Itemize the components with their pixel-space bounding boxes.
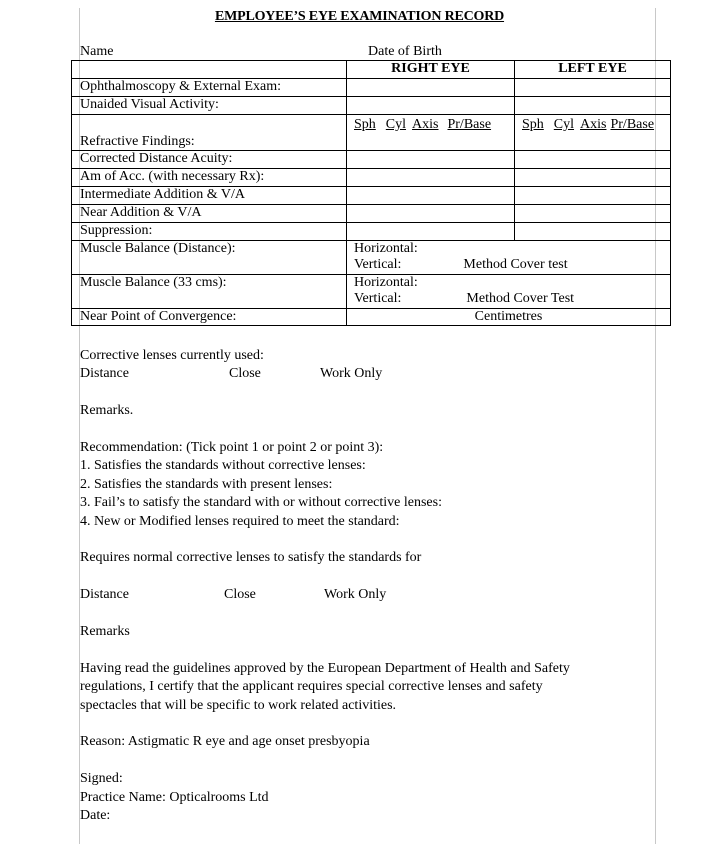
muscle-distance-values [347, 241, 671, 275]
cell-left [515, 97, 671, 115]
row-muscle-33: Muscle Balance (33 cms): [72, 275, 347, 309]
cell-left [515, 169, 671, 187]
row-suppression: Suppression: [72, 223, 347, 241]
cell-left [515, 79, 671, 97]
option-close: Close [229, 366, 261, 381]
cell-right [347, 223, 515, 241]
cell-left [515, 151, 671, 169]
option-close: Close [224, 587, 256, 602]
method-cover-test: Method Cover Test [466, 291, 575, 306]
cell-left [515, 223, 671, 241]
left-eye-header: LEFT EYE [515, 61, 671, 79]
certify-line-3: spectacles that will be specific to work related activities. [80, 698, 397, 713]
sub-axis: Axis [580, 117, 607, 132]
row-near-add: Near Addition & V/A [72, 205, 347, 223]
horizontal-label: Horizontal: [354, 241, 418, 256]
row-near-point: Near Point of Convergence: [72, 309, 347, 326]
date-label: Date: [80, 808, 111, 823]
reason: Reason: Astigmatic R eye and age onset presbyopia [80, 734, 370, 749]
cell-right [347, 79, 515, 97]
remarks-1: Remarks. [80, 403, 134, 418]
remarks-2: Remarks [80, 624, 130, 639]
practice-name: Practice Name: Opticalrooms Ltd [80, 790, 269, 805]
method-cover-test: Method Cover test [463, 257, 568, 272]
sub-sph: Sph [522, 117, 544, 132]
option-work-only: Work Only [324, 587, 387, 602]
left-subcolumns [515, 115, 671, 151]
dob-label: Date of Birth [368, 44, 442, 59]
row-ophthalmoscopy: Ophthalmoscopy & External Exam: [72, 79, 347, 97]
cell-right [347, 205, 515, 223]
horizontal-label: Horizontal: [354, 275, 418, 290]
cell-right [347, 97, 515, 115]
recommendation: Recommendation: (Tick point 1 or point 2 or point 3): [80, 440, 384, 455]
muscle-33-values [347, 275, 671, 309]
sub-pr-base: Pr/Base [610, 117, 655, 132]
sub-sph: Sph [354, 117, 376, 132]
document-title: EMPLOYEE’S EYE EXAMINATION RECORD [214, 9, 505, 24]
signed-label: Signed: [80, 771, 123, 786]
right-subcolumns [347, 115, 515, 151]
name-label: Name [80, 44, 114, 59]
header-empty-cell [72, 61, 347, 79]
cell-left [515, 187, 671, 205]
option-work-only: Work Only [320, 366, 383, 381]
row-intermediate: Intermediate Addition & V/A [72, 187, 347, 205]
point-2: 2. Satisfies the standards with present lenses: [80, 477, 333, 492]
sub-cyl: Cyl [553, 117, 575, 132]
requires-text: Requires normal corrective lenses to satisfy the standards for [80, 550, 422, 565]
option-distance: Distance [80, 366, 129, 381]
vertical-label: Vertical: [354, 291, 402, 306]
centimetres-cell: Centimetres [347, 309, 671, 326]
cell-right [347, 151, 515, 169]
exam-table [71, 60, 671, 326]
cell-right [347, 187, 515, 205]
point-1: 1. Satisfies the standards without corrective lenses: [80, 458, 366, 473]
corrective-heading: Corrective lenses currently used: [80, 348, 264, 363]
row-unaided: Unaided Visual Activity: [72, 97, 347, 115]
option-distance: Distance [80, 587, 129, 602]
row-refractive: Refractive Findings: [72, 115, 347, 151]
sub-pr-base: Pr/Base [447, 117, 492, 132]
certify-line-1: Having read the guidelines approved by the European Department of Health and Safety [80, 661, 570, 676]
row-muscle-distance: Muscle Balance (Distance): [72, 241, 347, 275]
row-corrected: Corrected Distance Acuity: [72, 151, 347, 169]
point-4: 4. New or Modified lenses required to meet the standard: [80, 514, 400, 529]
row-am-acc: Am of Acc. (with necessary Rx): [72, 169, 347, 187]
vertical-label: Vertical: [354, 257, 402, 272]
sub-cyl: Cyl [385, 117, 407, 132]
right-eye-header: RIGHT EYE [347, 61, 515, 79]
sub-axis: Axis [412, 117, 439, 132]
certify-line-2: regulations, I certify that the applicant requires special corrective lenses and safety [80, 679, 543, 694]
cell-left [515, 205, 671, 223]
point-3: 3. Fail’s to satisfy the standard with or without corrective lenses: [80, 495, 442, 510]
cell-right [347, 169, 515, 187]
